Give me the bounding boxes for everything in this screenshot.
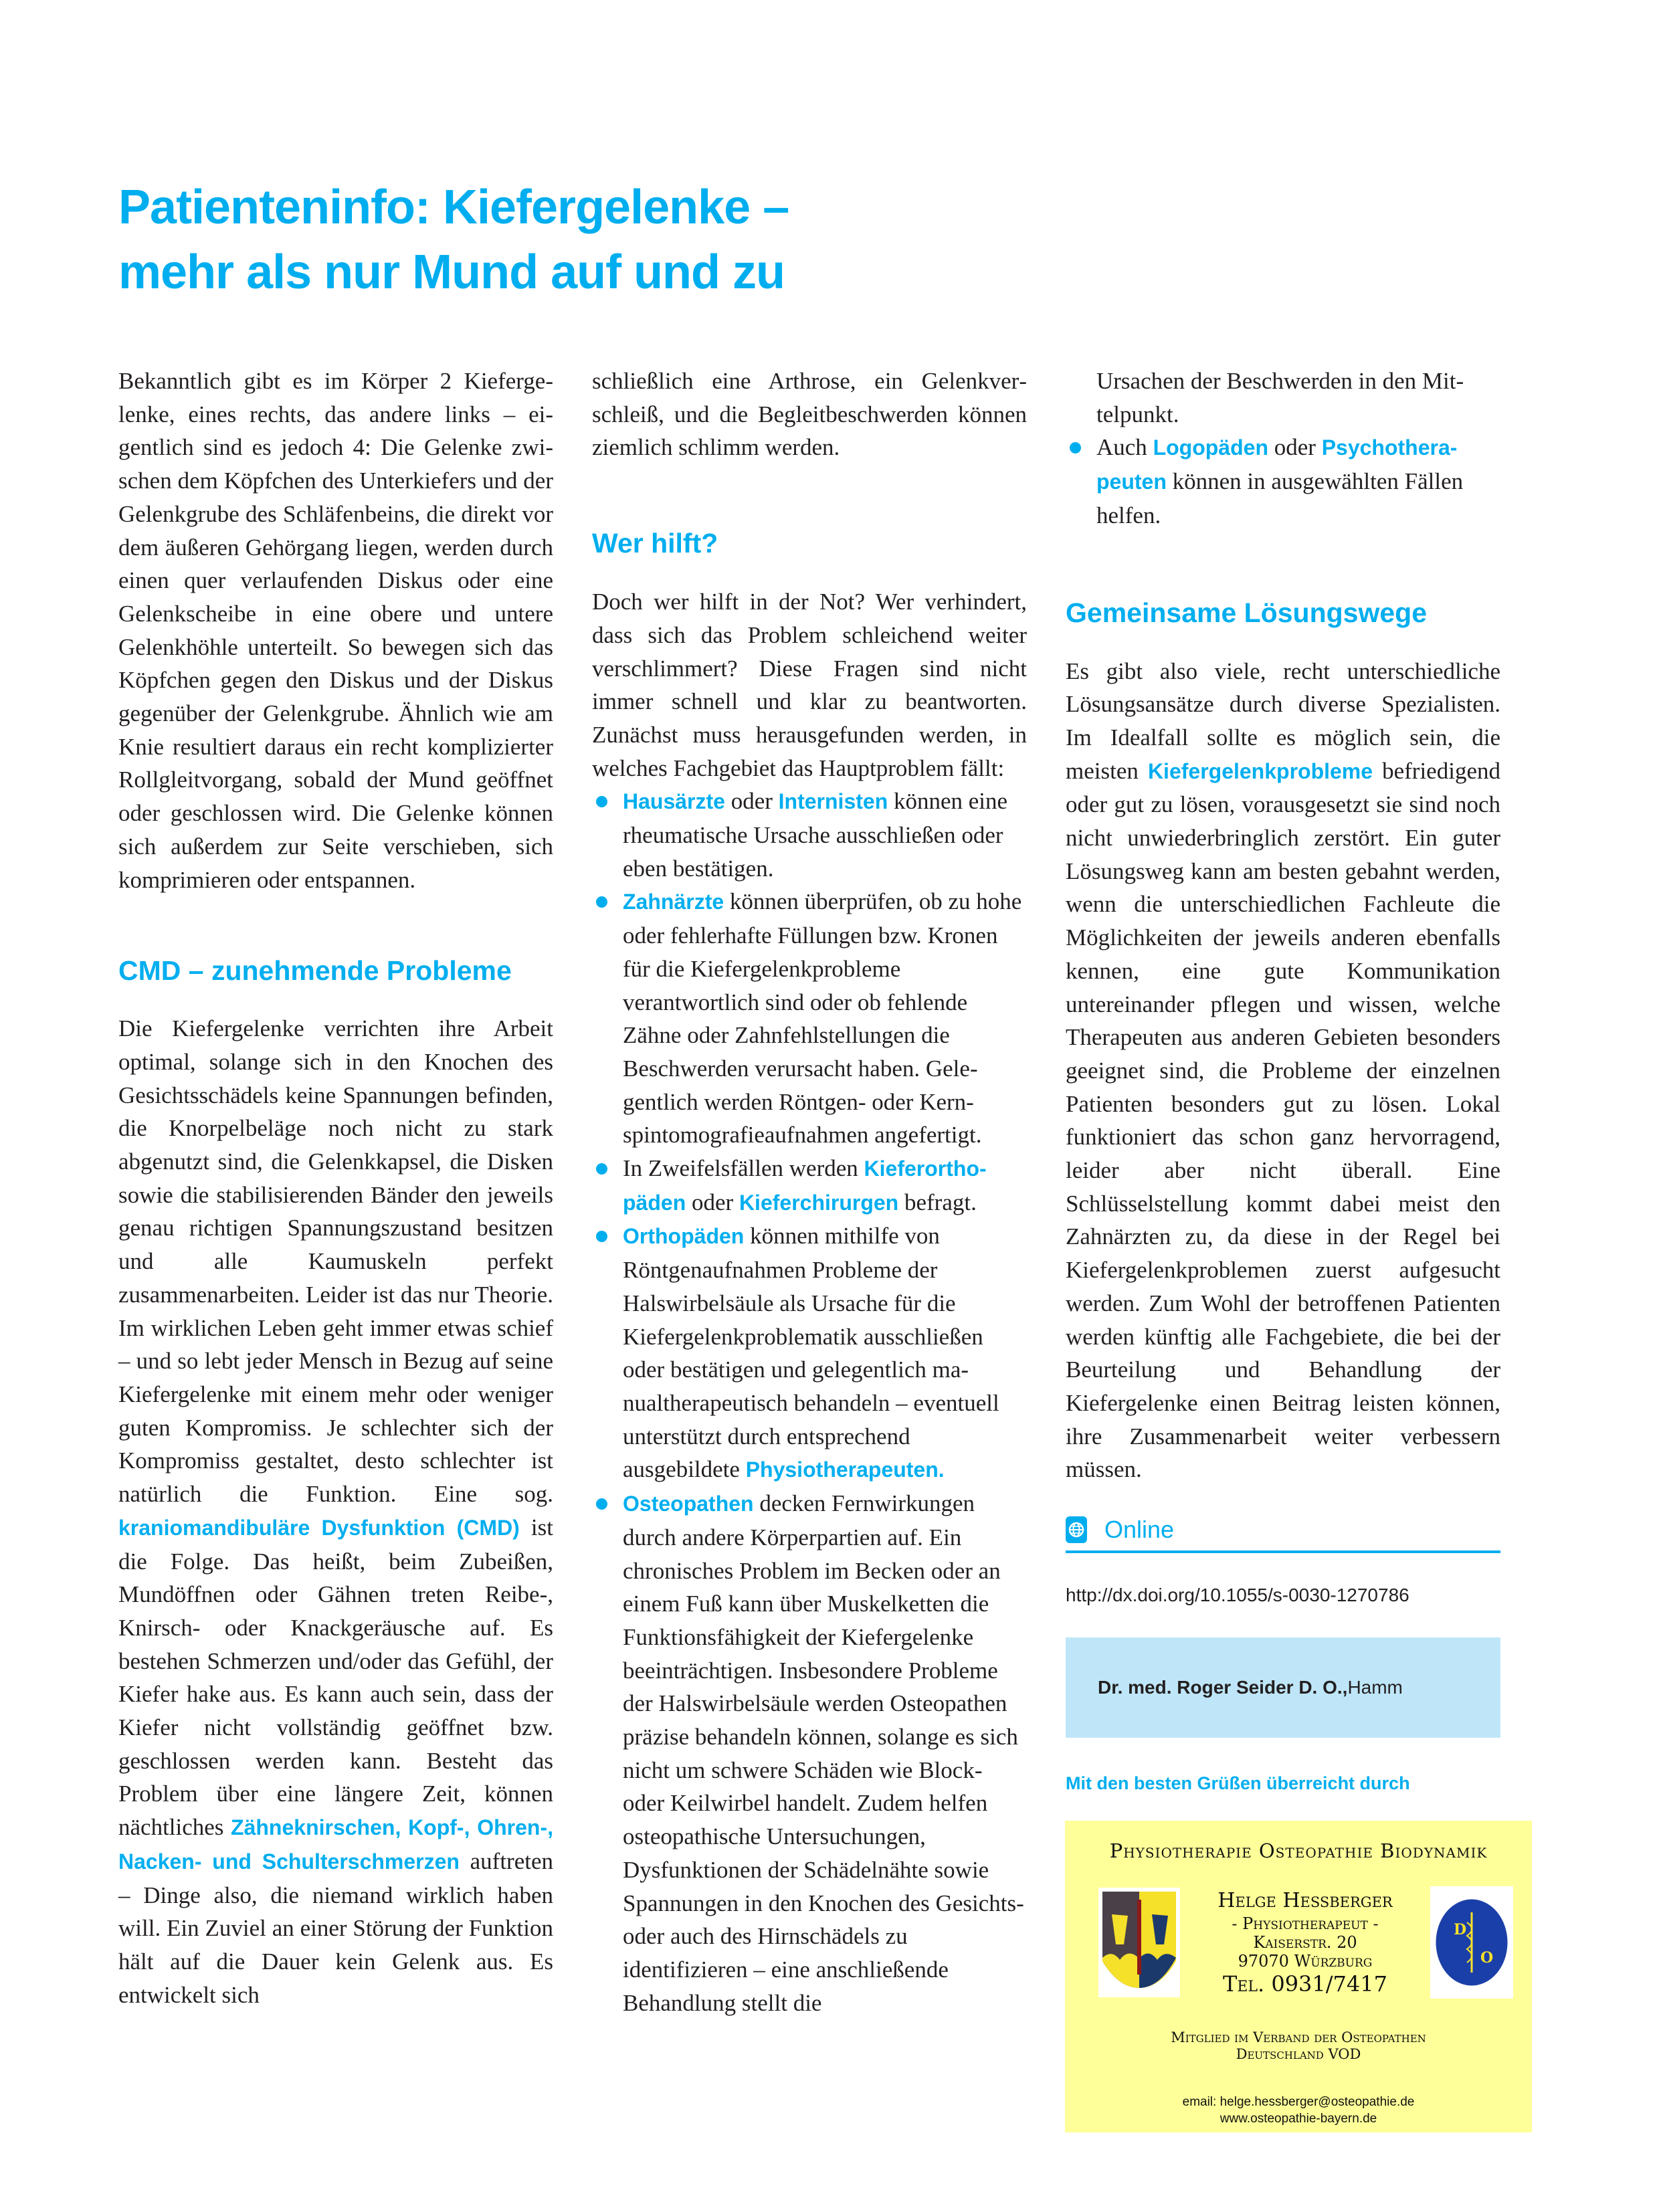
email-link[interactable]: email: helge.hessberger@osteopathie.de: [1182, 2095, 1415, 2109]
business-card: [1065, 1821, 1532, 2132]
list-item: Hausärzte oder Internisten können eine rheumatische Ursache ausschließen oder eben bestätigen.: [592, 785, 1027, 885]
bullet-icon: [596, 1498, 607, 1510]
section-heading-wer-hilft: Wer hilft?: [592, 528, 718, 559]
author-name: Dr. med. Roger Seider D. O.,: [1098, 1676, 1348, 1698]
specialist-list: [592, 785, 1027, 2019]
contact-block: [1217, 1888, 1392, 1997]
card-contact-links: [1065, 2094, 1532, 2127]
section-heading-cmd: CMD – zunehmende Probleme: [118, 955, 512, 987]
highlight-term: Kiefergelenkprobleme: [1147, 759, 1373, 783]
membership-info: Mitglied im Verband der Osteopathen Deutschland VOD: [1171, 2029, 1426, 2062]
bullet-icon: [596, 1231, 607, 1242]
therapist-role: - Physiotherapeut -: [1232, 1914, 1379, 1933]
bullet-icon: [596, 896, 607, 908]
globe-icon: [1066, 1516, 1087, 1543]
continued-paragraph: schließlich eine Arthrose, ein Gelenkverschleiß, und die Begleitbeschwerden können ziemlich schlimm werden.: [592, 368, 1027, 461]
title-line-1: Patienteninfo: Kiefergelenke –: [118, 181, 789, 234]
bullet-icon: [596, 1163, 607, 1175]
greeting: Mit den besten Grüßen überreicht durch: [1066, 1773, 1410, 1793]
intro-paragraph: Bekanntlich gibt es im Körper 2 Kiefergelenke, eines rechts, das andere links – eigentlich sind es jedoch 4: Die Gelenke zwischen dem Köpfchen des Unterkiefers und der Gelenkgrube des Schläfenbeins, die direkt vor dem äußeren Gehörgang liegen, werden durch einen quer verlaufenden Diskus oder eine Gelenkscheibe in eine obere und untere Gelenkhöhle unterteilt. So bewegen sich das Köpfchen gegen den Diskus und der Diskus gegenüber der Gelenkgrube. Ähnlich wie am Knie resultiert daraus ein recht komplizierter Rollgleitvorgang, sobald der Mund geöffnet oder geschlossen wird. Die Gelenke können sich außerdem zur Seite verschieben, sich komprimieren oder entspannen.: [118, 368, 553, 893]
list-item: Auch Logopäden oder Psychotherapeuten können in ausgewählten Fällen helfen.: [1066, 431, 1500, 532]
doi-link[interactable]: http://dx.doi.org/10.1055/s-0030-1270786: [1066, 1585, 1409, 1606]
author-city: Hamm: [1347, 1676, 1403, 1698]
section-heading-loesungswege: Gemeinsame Lösungswege: [1066, 597, 1428, 628]
highlight-term: Zähneknirschen, Kopf-, Ohren-, Nacken- und Schulterschmerzen: [118, 1815, 553, 1874]
phone-number: Tel. 0931/7417: [1222, 1971, 1387, 1997]
list-item: Zahnärzte können überprüfen, ob zu hohe oder fehlerhafte Füllungen bzw. Kronen für die Kiefergelenkprobleme verantwortlich sind oder ob fehlende Zähne oder Zahnfehlstellungen die Beschwerden verursacht haben. Gelegentlich werden Röntgen- oder Kernspintomografieaufnahmen angefertigt.: [592, 885, 1027, 1152]
vod-logo-icon: [1430, 1886, 1513, 1999]
article-title: [118, 175, 988, 305]
list-item: Osteopathen decken Fernwirkungen durch andere Körperpartien auf. Ein chronisches Problem im Becken oder an einem Fuß kann über Muskelketten die Funktionsfähigkeit der Kiefergelenke beeinträchtigen. Insbesondere Probleme der Halswirbelsäule werden Osteopathen präzise behandeln können, solange es sich nicht um schwere Schäden wie Block- oder Keilwirbel handelt. Zudem helfen osteopathische Untersuchungen, Dysfunktionen der Schädelnähte sowie Spannungen in den Knochen des Gesichts- oder auch des Hirnschädels zu identifizieren – eine anschließende Behandlung stellt die: [592, 1487, 1027, 2019]
column-1: [118, 365, 553, 2011]
online-header: [1066, 1516, 1500, 1553]
list-item-continued: Ursachen der Beschwerden in den Mittelpunkt.: [1096, 368, 1464, 427]
loesungswege-paragraph: Es gibt also viele, recht unterschiedliche Lösungsansätze durch diverse Spezialisten. Im Idealfall sollte es möglich sein, die meisten Kiefergelenkprobleme befriedigend oder gut zu lösen, vorausgesetzt sie sind noch nicht unwiederbringlich zerstört. Ein guter Lösungsweg kann am besten gebahnt werden, wenn die unterschiedlichen Fachleute die Möglichkeiten der jeweils anderen ebenfalls kennen, eine gute Kommunikation untereinander pflegen und wissen, welche Therapeuten aus anderen Gebieten besonders geeignet sind, die Probleme der einzelnen Patienten besonders gut zu lösen. Lokal funktioniert das schon ganz hervorragend, leider aber nicht überall. Eine Schlüsselstellung kommt dabei meist den Zahnärzten zu, da diese in der Regel bei Kiefergelenkproblemen zuerst aufgesucht werden. Zum Wohl der betroffenen Patienten werden künftig alle Fachgebiete, die bei der Beurteilung und Behandlung der Kiefergelenke einen Beitrag leisten können, ihre Zusammenarbeit weiter verbessern müssen.: [1066, 658, 1500, 1483]
coat-of-arms-icon: [1098, 1888, 1180, 1997]
street-address: Kaiserstr. 20: [1253, 1933, 1357, 1952]
svg-text:D: D: [1454, 1921, 1467, 1938]
specialist-list-continued: [1066, 365, 1500, 532]
highlight-term: kraniomandibuläre Dysfunktion (CMD): [118, 1515, 520, 1540]
therapist-name: Helge Hessberger: [1217, 1889, 1393, 1912]
column-3: [1066, 365, 1500, 1801]
online-section: [1066, 1516, 1500, 1800]
list-item: In Zweifelsfällen werden Kieferorthopäden oder Kieferchirurgen befragt.: [592, 1152, 1027, 1219]
practice-name: Physiotherapie Osteopathie Biodynamik: [1109, 1839, 1488, 1862]
wer-hilft-paragraph: Doch wer hilft in der Not? Wer verhindert, dass sich das Problem schleichend weiter verschlimmert? Diese Fragen sind nicht immer schnell und klar zu beantworten. Zunächst muss herausgefunden werden, in welches Fachgebiet das Hauptproblem fällt:: [592, 589, 1027, 781]
online-label: Online: [1104, 1516, 1175, 1544]
title-line-2: mehr als nur Mund auf und zu: [118, 245, 785, 299]
website-link[interactable]: www.osteopathie-bayern.de: [1219, 2112, 1377, 2126]
column-2: [592, 365, 1027, 2019]
card-middle: [1098, 1886, 1513, 1999]
bullet-icon: [596, 796, 607, 807]
city-address: 97070 Würzburg: [1238, 1952, 1373, 1971]
author-box: [1066, 1637, 1500, 1738]
list-item: Orthopäden können mithilfe von Röntgenaufnahmen Probleme der Halswirbelsäule als Ursache für die Kiefergelenkproblematik ausschließen oder bestätigen und gelegentlich manualtherapeutisch behandeln – eventuell unterstützt durch entsprechend ausgebildete Physiotherapeuten.: [592, 1219, 1027, 1487]
svg-text:O: O: [1480, 1949, 1494, 1967]
bullet-icon: [1070, 442, 1081, 454]
cmd-paragraph: Die Kiefergelenke verrichten ihre Arbeit optimal, solange sich in den Knochen des Gesichtsschädels keine Spannungen befinden, die Knorpelbeläge noch nicht zu stark abgenutzt sind, die Gelenkkapsel, die Disken sowie die stabilisierenden Bänder den jeweils genau richtigen Spannungszustand besitzen und alle Kaumuskeln perfekt zusammenarbeiten. Leider ist das nur Theorie. Im wirklichen Leben geht immer etwas schief – und so lebt jeder Mensch in Bezug auf seine Kiefergelenke mit einem mehr oder weniger guten Kompromiss. Je schlechter sich der Kompromiss gestaltet, desto schlechter ist natürlich die Funktion. Eine sog. kraniomandibuläre Dysfunktion (CMD) ist die Folge. Das heißt, beim Zubeißen, Mundöffnen oder Gähnen treten Reibe-, Knirsch- oder Knackgeräusche auf. Es bestehen Schmerzen und/oder das Gefühl, der Kiefer hake aus. Es kann auch sein, dass der Kiefer nicht vollständig geöffnet bzw. geschlossen werden kann. Besteht das Problem über eine längere Zeit, können nächtliches Zähneknirschen, Kopf-, Ohren-, Nacken- und Schulterschmerzen auftreten – Dinge also, die niemand wirklich haben will. Ein Zuviel an einer Störung der Funktion hält auf die Dauer kein Gelenk aus. Es entwickelt sich: [118, 1015, 554, 2008]
